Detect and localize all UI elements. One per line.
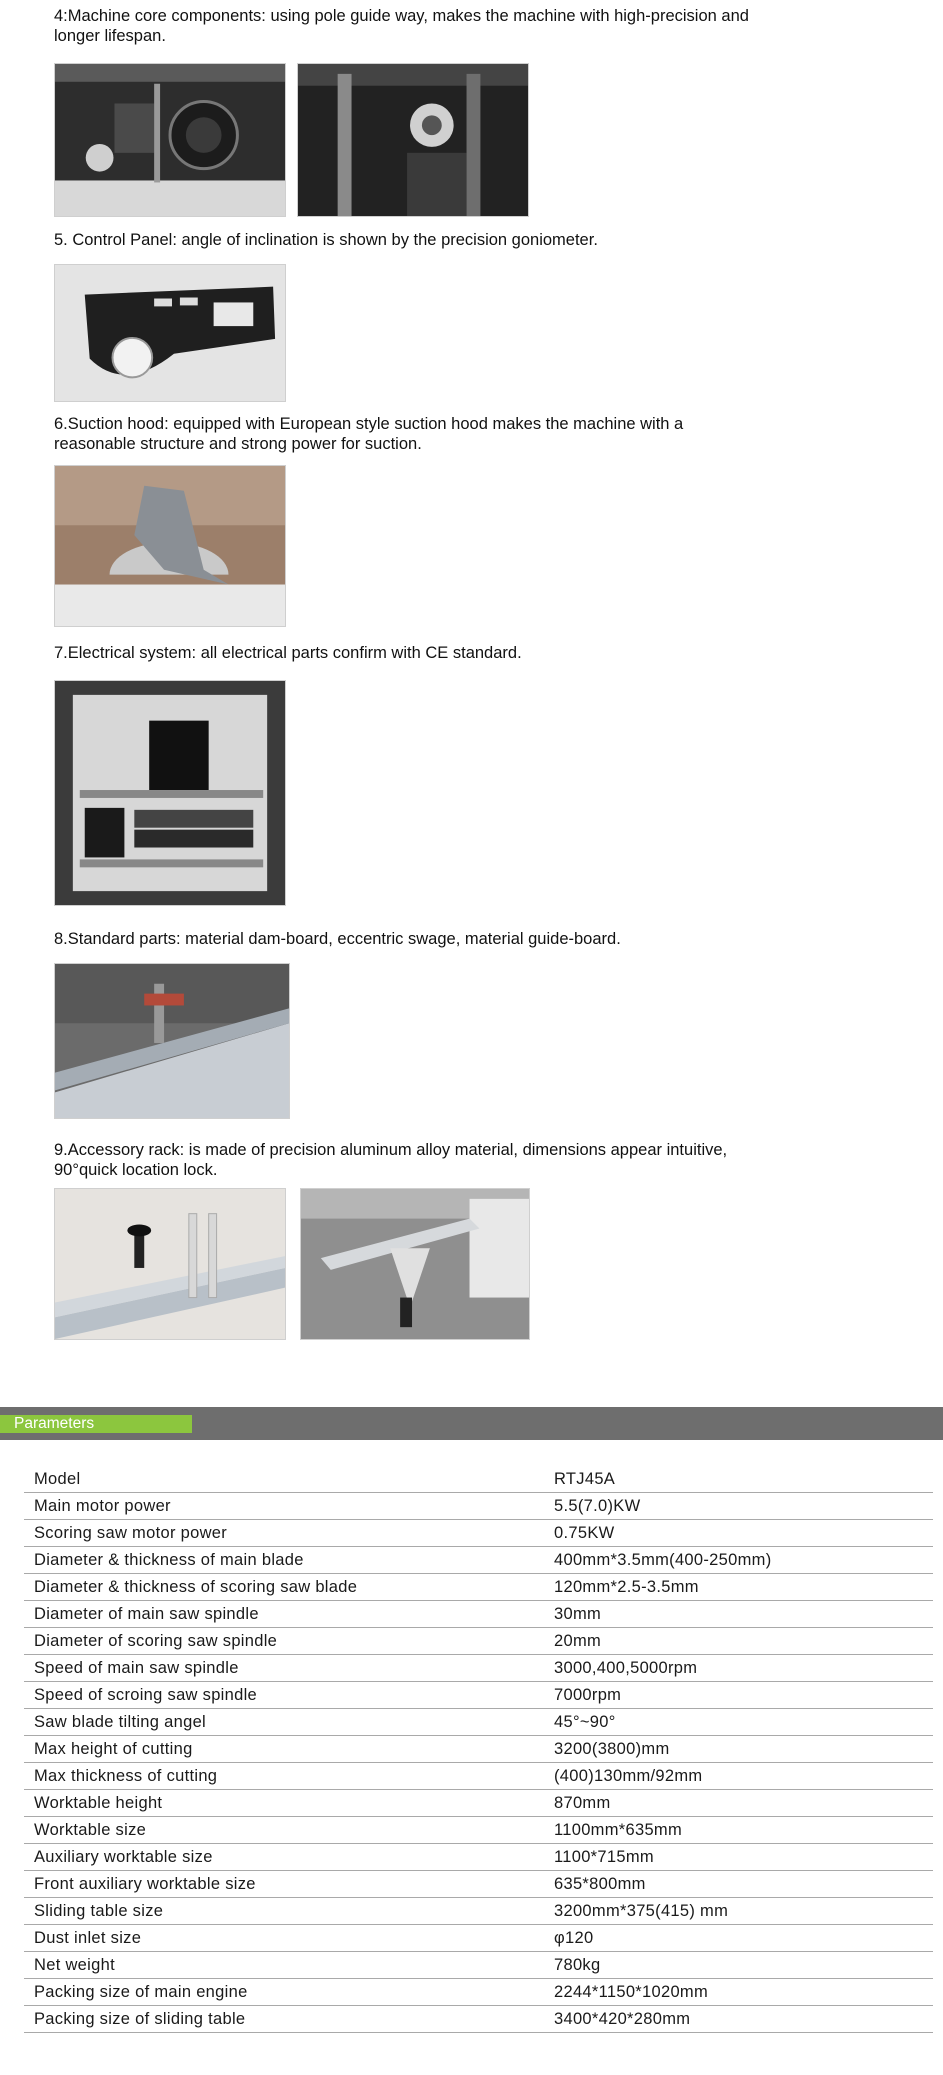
param-name: Saw blade tilting angel: [24, 1709, 544, 1736]
param-name: Packing size of sliding table: [24, 2006, 544, 2033]
table-row: [24, 1925, 933, 1952]
param-name: Max height of cutting: [24, 1736, 544, 1763]
control-panel-photo: [54, 264, 286, 402]
section-5-text: 5. Control Panel: angle of inclination is shown by the precision goniometer.: [54, 231, 598, 249]
electrical-cabinet-photo: [54, 680, 286, 906]
param-value: 5.5(7.0)KW: [544, 1493, 933, 1520]
table-row: [24, 1790, 933, 1817]
table-row: [24, 1547, 933, 1574]
table-row: [24, 1628, 933, 1655]
machine-core-motor-photo: [54, 63, 286, 217]
suction-hood-photo: [54, 465, 286, 627]
table-row: [24, 1682, 933, 1709]
table-row: [24, 1871, 933, 1898]
param-name: Main motor power: [24, 1493, 544, 1520]
param-value: 120mm*2.5-3.5mm: [544, 1574, 933, 1601]
table-row: [24, 1655, 933, 1682]
param-name: Model: [24, 1466, 544, 1493]
table-row: [24, 1574, 933, 1601]
table-row: [24, 1520, 933, 1547]
param-name: Diameter & thickness of main blade: [24, 1547, 544, 1574]
parameters-header-tab: [0, 1415, 192, 1433]
param-name: Diameter & thickness of scoring saw blade: [24, 1574, 544, 1601]
param-name: Auxiliary worktable size: [24, 1844, 544, 1871]
section-9-text: 9.Accessory rack: is made of precision aluminum alloy material, dimensions appear intuitive, 90°quick location lock.: [54, 1141, 728, 1179]
param-name: Max thickness of cutting: [24, 1763, 544, 1790]
table-row: [24, 1466, 933, 1493]
table-row: [24, 1898, 933, 1925]
param-value: 780kg: [544, 1952, 933, 1979]
param-name: Packing size of main engine: [24, 1979, 544, 2006]
param-name: Diameter of scoring saw spindle: [24, 1628, 544, 1655]
param-name: Speed of scroing saw spindle: [24, 1682, 544, 1709]
param-name: Net weight: [24, 1952, 544, 1979]
param-name: Front auxiliary worktable size: [24, 1871, 544, 1898]
accessory-rack-photo: [54, 1188, 286, 1340]
param-value: 1100mm*635mm: [544, 1817, 933, 1844]
table-row: [24, 1817, 933, 1844]
param-value: 30mm: [544, 1601, 933, 1628]
section-8-text: 8.Standard parts: material dam-board, eccentric swage, material guide-board.: [54, 930, 621, 948]
parameters-table: [24, 1466, 933, 2033]
table-row: [24, 1763, 933, 1790]
param-value: 3000,400,5000rpm: [544, 1655, 933, 1682]
param-value: 3200(3800)mm: [544, 1736, 933, 1763]
param-name: Worktable height: [24, 1790, 544, 1817]
section-7-text: 7.Electrical system: all electrical parts confirm with CE standard.: [54, 644, 522, 662]
param-value: 3400*420*280mm: [544, 2006, 933, 2033]
section-6-text: 6.Suction hood: equipped with European style suction hood makes the machine with a reasonable structure and strong power for suction.: [54, 415, 684, 453]
param-value: 1100*715mm: [544, 1844, 933, 1871]
table-row: [24, 1601, 933, 1628]
table-row: [24, 2006, 933, 2033]
machine-core-spindle-photo: [297, 63, 529, 217]
param-value: 635*800mm: [544, 1871, 933, 1898]
param-value: RTJ45A: [544, 1466, 933, 1493]
sliding-table-photo: [300, 1188, 530, 1340]
param-name: Dust inlet size: [24, 1925, 544, 1952]
standard-parts-photo: [54, 963, 290, 1119]
param-value: 7000rpm: [544, 1682, 933, 1709]
table-row: [24, 1979, 933, 2006]
table-row: [24, 1736, 933, 1763]
table-row: [24, 1952, 933, 1979]
param-name: Worktable size: [24, 1817, 544, 1844]
param-name: Speed of main saw spindle: [24, 1655, 544, 1682]
param-value: 45°~90°: [544, 1709, 933, 1736]
table-row: [24, 1709, 933, 1736]
section-4-text: 4:Machine core components: using pole guide way, makes the machine with high-precision and longer lifespan.: [54, 7, 749, 45]
param-value: 400mm*3.5mm(400-250mm): [544, 1547, 933, 1574]
table-row: [24, 1844, 933, 1871]
param-name: Diameter of main saw spindle: [24, 1601, 544, 1628]
param-value: φ120: [544, 1925, 933, 1952]
param-value: 870mm: [544, 1790, 933, 1817]
param-value: (400)130mm/92mm: [544, 1763, 933, 1790]
parameters-title: Parameters: [14, 1415, 95, 1432]
param-value: 3200mm*375(415) mm: [544, 1898, 933, 1925]
param-value: 0.75KW: [544, 1520, 933, 1547]
param-name: Scoring saw motor power: [24, 1520, 544, 1547]
param-value: 20mm: [544, 1628, 933, 1655]
param-value: 2244*1150*1020mm: [544, 1979, 933, 2006]
table-row: [24, 1493, 933, 1520]
param-name: Sliding table size: [24, 1898, 544, 1925]
